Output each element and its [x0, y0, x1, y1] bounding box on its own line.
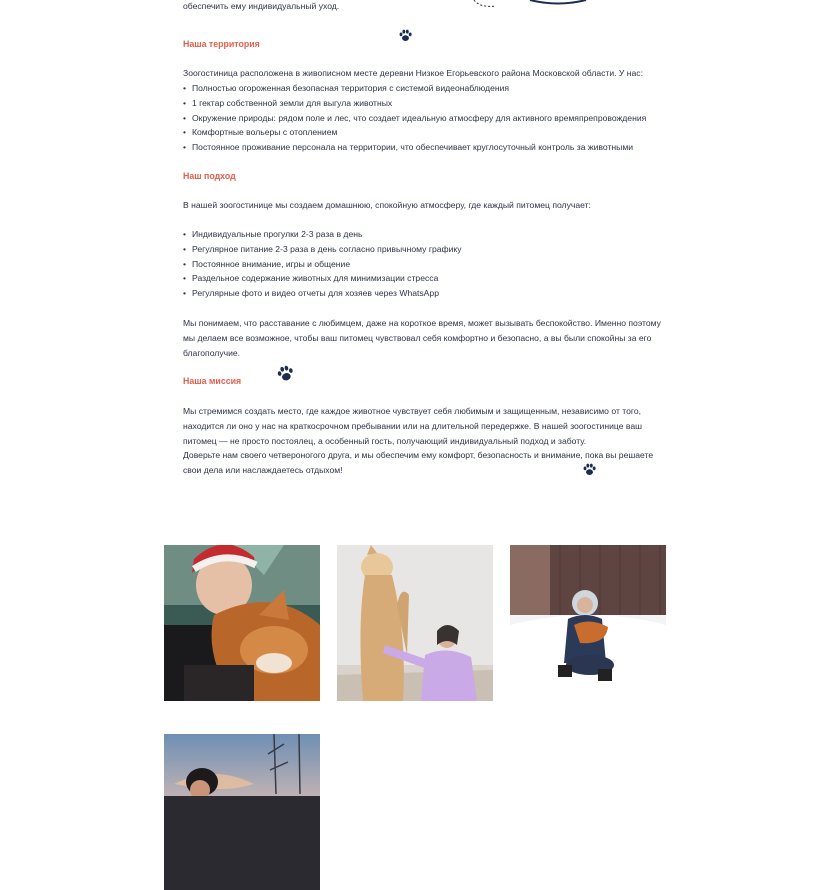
territory-heading: Наша территория — [183, 39, 260, 49]
paw-icon — [276, 364, 295, 383]
dashed-curve-decoration — [470, 0, 510, 10]
territory-list — [183, 81, 703, 155]
list-item: • 1 гектар собственной земли для выгула животных — [183, 96, 703, 111]
list-item: • Постоянное проживание персонала на территории, что обеспечивает круглосуточный контроль за животными — [183, 140, 703, 155]
photo-woman-with-fox[interactable] — [164, 545, 320, 701]
list-item: • Индивидуальные прогулки 2-3 раза в день — [183, 227, 673, 242]
list-item: • Раздельное содержание животных для минимизации стресса — [183, 271, 673, 286]
mission-paragraph-1: Мы стремимся создать место, где каждое животное чувствует себя любимым и защищенным, независимо от того, находится ли оно у нас на краткосрочном пребывании или на длительной передержке. В нашей зоогостинице ваш питомец — не просто постоялец, а особенный гость, получающий индивидуальный подход и заботу. — [183, 406, 643, 446]
list-item: • Комфортные вольеры с отоплением — [183, 125, 703, 140]
approach-intro: В нашей зоогостинице мы создаем домашнюю, спокойную атмосферу, где каждый питомец получает: — [183, 200, 591, 210]
paw-icon — [398, 28, 413, 43]
list-item: • Окружение природы: рядом поле и лес, что создает идеальную атмосферу для активного времяпрепровождения — [183, 111, 703, 126]
mission-paragraph-2: Доверьте нам своего четвероногого друга, и мы обеспечим ему комфорт, безопасность и внимание, пока вы решаете свои дела или наслаждаетесь отдыхом! — [183, 450, 654, 475]
photo-girl-with-fox-in-snow[interactable] — [510, 545, 666, 701]
approach-outro: Мы понимаем, что расставание с любимцем, даже на короткое время, может вызывать беспокойство. Именно поэтому мы делаем все возможное, чтобы ваш питомец чувствовал себя комфортно и безопасно, а вы были спокойны за его благополучие. — [183, 318, 661, 358]
list-item: • Постоянное внимание, игры и общение — [183, 257, 673, 272]
mission-heading: Наша миссия — [183, 376, 242, 386]
paw-icon — [582, 462, 597, 477]
list-item: • Регулярное питание 2-3 раза в день согласно привычному графику — [183, 242, 673, 257]
top-text-fragment: обеспечить ему индивидуальный уход. — [183, 1, 340, 11]
approach-heading: Наш подход — [183, 171, 236, 181]
list-item: • Полностью огороженная безопасная территория с системой видеонаблюдения — [183, 81, 703, 96]
photo-woman-with-alpaca[interactable] — [337, 545, 493, 701]
bowl-edge-decoration — [528, 0, 588, 6]
territory-intro: Зоогостиница расположена в живописном месте деревни Низкое Егорьевского района Московской области. У нас: — [183, 68, 643, 78]
photo-woman-at-sunset[interactable] — [164, 734, 320, 890]
approach-list — [183, 227, 673, 301]
list-item: • Регулярные фото и видео отчеты для хозяев через WhatsApp — [183, 286, 673, 301]
